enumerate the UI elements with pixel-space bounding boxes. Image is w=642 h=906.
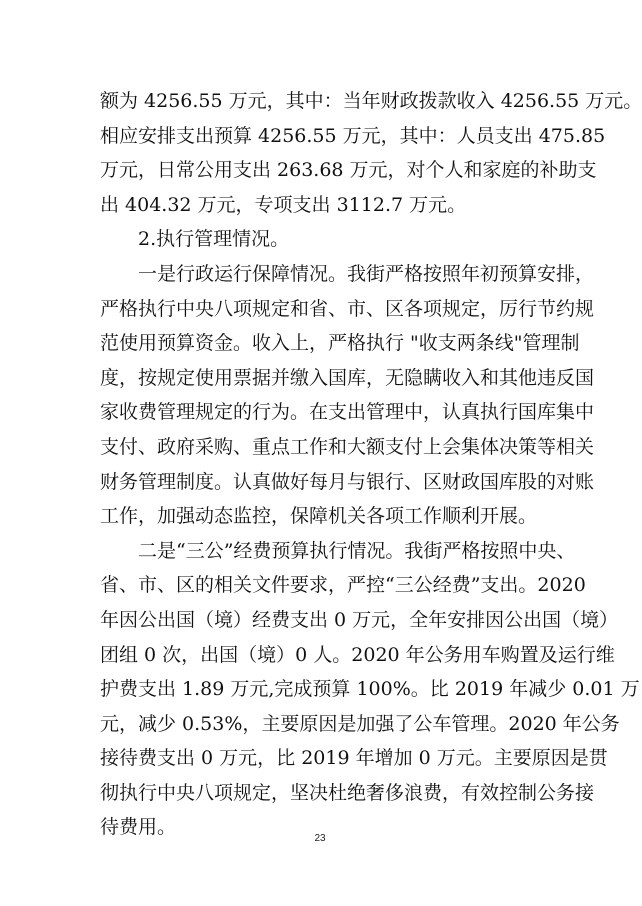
text-line: 护费支出 1.89 万元,完成预算 100%。比 2019 年减少 0.01 万 [100, 678, 640, 701]
text-line: 家收费管理规定的行为。在支出管理中，认真执行国库集中 [100, 401, 595, 424]
body-text [100, 84, 642, 845]
text-line: 团组 0 次，出国（境）0 人。2020 年公务用车购置及运行维 [100, 643, 615, 666]
text-line: 范使用预算资金。收入上，严格执行 "收支两条线"管理制 [100, 332, 580, 355]
text-line: 省、市、区的相关文件要求，严控“三公经费”支出。2020 [100, 574, 586, 597]
text-line: 财务管理制度。认真做好每月与银行、区财政国库股的对账 [100, 470, 595, 493]
text-line: 出 404.32 万元，专项支出 3112.7 万元。 [100, 193, 467, 216]
text-line: 度，按规定使用票据并缴入国库，无隐瞒收入和其他违反国 [100, 366, 595, 389]
text-line: 接待费支出 0 万元，比 2019 年增加 0 万元。主要原因是贯 [100, 747, 608, 770]
text-line: 工作，加强动态监控，保障机关各项工作顺利开展。 [100, 505, 538, 528]
text-line: 一是行政运行保障情况。我街严格按照年初预算安排， [138, 262, 595, 285]
section-heading: 2.执行管理情况。 [138, 228, 290, 251]
page-number: 23 [314, 833, 326, 844]
text-line: 支付、政府采购、重点工作和大额支付上会集体决策等相关 [100, 435, 595, 458]
text-line: 年因公出国（境）经费支出 0 万元，全年安排因公出国（境） [100, 608, 619, 631]
text-line: 待费用。 [100, 816, 177, 839]
text-line: 严格执行中央八项规定和省、市、区各项规定，厉行节约规 [100, 297, 595, 320]
text-line: 万元，日常公用支出 263.68 万元，对个人和家庭的补助支 [100, 159, 597, 182]
text-line: 额为 4256.55 万元，其中：当年财政拨款收入 4256.55 万元。 [100, 90, 642, 112]
text-line: 元，减少 0.53%，主要原因是加强了公车管理。2020 年公务 [100, 712, 620, 735]
text-line: 相应安排支出预算 4256.55 万元，其中：人员支出 475.85 [100, 124, 606, 147]
text-line: 彻执行中央八项规定，坚决杜绝奢侈浪费，有效控制公务接 [100, 781, 595, 804]
text-line: 二是“三公”经费预算执行情况。我街严格按照中央、 [138, 539, 576, 562]
